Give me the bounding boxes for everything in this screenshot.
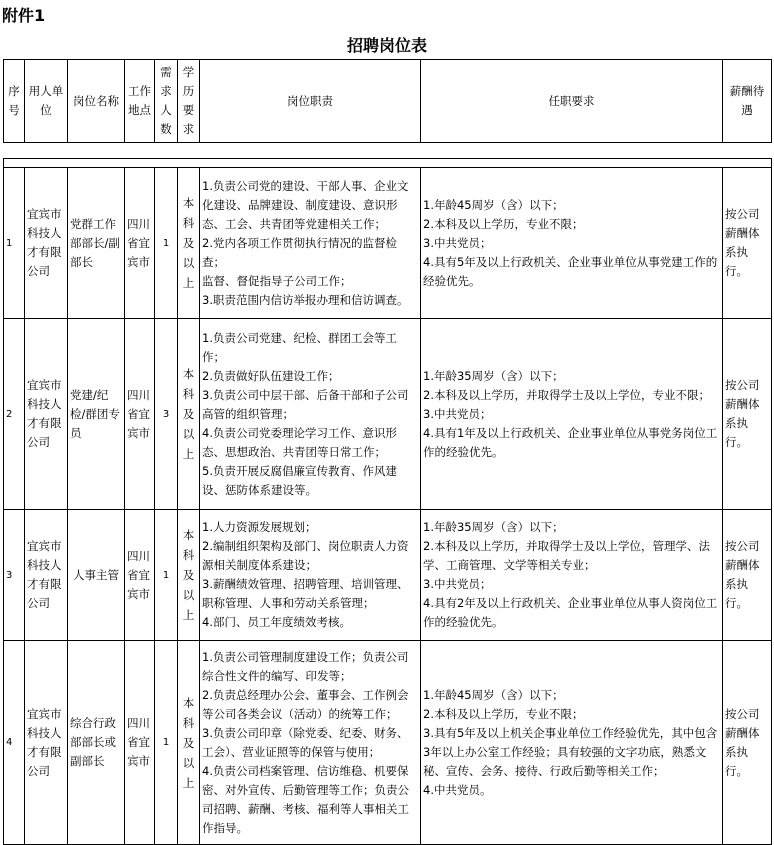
row-salary: 按公司薪酬体系执行。 bbox=[723, 641, 772, 845]
row-education: 本科及以上 bbox=[178, 168, 200, 319]
requirement-item: 1.年龄45周岁（含）以下； bbox=[423, 687, 564, 702]
duty-item: 3.薪酬绩效管理、招聘管理、培训管理、职称管理、人事和劳动关系管理； bbox=[202, 577, 409, 610]
duty-item: 4.负责公司档案管理、信访维稳、机要保密、对外宣传、后勤管理等工作；负责公司招聘、薪酬、考核、福利等人事相关工作指导。 bbox=[202, 763, 409, 835]
row-no: 1 bbox=[4, 168, 25, 319]
requirement-item: 1.年龄35周岁（含）以下； bbox=[423, 520, 564, 534]
row-no: 3 bbox=[4, 510, 25, 641]
requirement-item: 2.本科及以上学历，专业不限； bbox=[423, 706, 584, 721]
header-no: 序号 bbox=[4, 60, 25, 143]
row-position: 党建/纪检/群团专员 bbox=[68, 319, 125, 510]
row-requirements bbox=[421, 641, 723, 845]
header-requirements: 任职要求 bbox=[421, 60, 723, 143]
row-unit: 宜宾市科技人才有限公司 bbox=[25, 510, 68, 641]
requirement-item: 4.具有2年及以上行政机关、企业事业单位从事人资岗位工作的经验优先。 bbox=[423, 596, 718, 629]
duty-item: 3.负责公司中层干部、后备干部和子公司高管的组织管理； bbox=[202, 387, 409, 421]
requirement-item: 4.具有1年及以上行政机关、企业事业单位从事党务岗位工作的经验优先。 bbox=[423, 425, 718, 459]
row-position: 人事主管 bbox=[68, 510, 125, 641]
duty-item: 4.部门、员工年度绩效考核。 bbox=[202, 615, 351, 629]
header-table bbox=[3, 59, 772, 143]
requirement-item: 3.具有5年及以上机关企事业单位工作经验优先，其中包含3年以上办公室工作经验；具有较强的文字功底，熟悉文秘、宣传、会务、接待、行政后勤等相关工作； bbox=[423, 725, 718, 778]
requirement-item: 1.年龄35周岁（含）以下； bbox=[423, 368, 564, 383]
page-title: 招聘岗位表 bbox=[346, 36, 427, 55]
duty-item: 1.负责公司党的建设、干部人事、企业文化建设、品牌建设、制度建设、意识形态、工会、共青团等党建相关工作； bbox=[202, 178, 409, 231]
requirement-item: 3.中共党员； bbox=[423, 577, 492, 591]
positions-table bbox=[3, 158, 772, 845]
header-location: 工作地点 bbox=[125, 60, 155, 143]
row-salary: 按公司薪酬体系执行。 bbox=[723, 510, 772, 641]
header-salary: 薪酬待遇 bbox=[723, 60, 772, 143]
duty-item: 监督、督促指导子公司工作； bbox=[202, 273, 352, 288]
row-position: 综合行政部部长或副部长 bbox=[68, 641, 125, 845]
duty-item: 1.负责公司党建、纪检、群团工会等工作； bbox=[202, 330, 397, 364]
row-no: 2 bbox=[4, 319, 25, 510]
row-count: 1 bbox=[155, 510, 178, 641]
row-count: 1 bbox=[155, 641, 178, 845]
duty-item: 3.负责公司印章（除党委、纪委、财务、工会）、营业证照等的保管与使用； bbox=[202, 725, 409, 759]
requirement-item: 2.本科及以上学历，并取得学士及以上学位，专业不限； bbox=[423, 387, 710, 402]
header-duties: 岗位职责 bbox=[200, 60, 421, 143]
header-count: 需求人数 bbox=[155, 60, 178, 143]
spacer-row bbox=[4, 159, 772, 168]
row-requirements bbox=[421, 510, 723, 641]
duty-item: 3.职责范围内信访举报办理和信访调查。 bbox=[202, 292, 409, 307]
row-count: 1 bbox=[155, 168, 178, 319]
header-position: 岗位名称 bbox=[68, 60, 125, 143]
row-duties bbox=[200, 510, 421, 641]
row-location: 四川省宜宾市 bbox=[125, 641, 155, 845]
row-education: 本科及以上 bbox=[178, 641, 200, 845]
row-duties bbox=[200, 641, 421, 845]
table-row bbox=[4, 319, 772, 510]
header-unit: 用人单位 bbox=[25, 60, 68, 143]
duty-item: 2.负责总经理办公会、董事会、工作例会等公司各类会议（活动）的统筹工作； bbox=[202, 687, 409, 721]
row-education: 本科及以上 bbox=[178, 319, 200, 510]
row-education: 本科及以上 bbox=[178, 510, 200, 641]
row-location: 四川省宜宾市 bbox=[125, 319, 155, 510]
row-unit: 宜宾市科技人才有限公司 bbox=[25, 319, 68, 510]
duty-item: 2.负责做好队伍建设工作； bbox=[202, 368, 340, 383]
duty-item: 2.党内各项工作贯彻执行情况的监督检查； bbox=[202, 235, 397, 269]
header-education: 学历要求 bbox=[178, 60, 200, 143]
duty-item: 2.编制组织架构及部门、岗位职责人力资源相关制度体系建设； bbox=[202, 539, 409, 572]
requirement-item: 2.本科及以上学历，专业不限； bbox=[423, 216, 584, 231]
row-requirements bbox=[421, 319, 723, 510]
row-duties bbox=[200, 168, 421, 319]
duty-item: 4.负责公司党委理论学习工作、意识形态、思想政治、共青团等日常工作； bbox=[202, 425, 397, 459]
duty-item: 1.人力资源发展规划； bbox=[202, 520, 317, 534]
duty-item: 1.负责公司管理制度建设工作；负责公司综合性文件的编写、印发等； bbox=[202, 649, 409, 683]
requirement-item: 2.本科及以上学历，并取得学士及以上学位，管理学、法学、工商管理、文学等相关专业； bbox=[423, 539, 710, 572]
table-row bbox=[4, 168, 772, 319]
row-location: 四川省宜宾市 bbox=[125, 510, 155, 641]
row-unit: 宜宾市科技人才有限公司 bbox=[25, 168, 68, 319]
requirement-item: 3.中共党员； bbox=[423, 235, 492, 250]
row-no: 4 bbox=[4, 641, 25, 845]
requirement-item: 3.中共党员； bbox=[423, 406, 492, 421]
row-count: 3 bbox=[155, 319, 178, 510]
duty-item: 5.负责开展反腐倡廉宣传教育、作风建设、惩防体系建设等。 bbox=[202, 463, 397, 497]
row-duties bbox=[200, 319, 421, 510]
table-row bbox=[4, 510, 772, 641]
table-row bbox=[4, 641, 772, 845]
row-salary: 按公司薪酬体系执行。 bbox=[723, 319, 772, 510]
requirement-item: 4.具有5年及以上行政机关、企业事业单位从事党建工作的经验优先。 bbox=[423, 254, 718, 288]
requirement-item: 1.年龄45周岁（含）以下； bbox=[423, 197, 564, 212]
row-position: 党群工作部部长/副部长 bbox=[68, 168, 125, 319]
attachment-label: 附件1 bbox=[2, 6, 46, 25]
row-location: 四川省宜宾市 bbox=[125, 168, 155, 319]
requirement-item: 4.中共党员。 bbox=[423, 782, 492, 797]
row-salary: 按公司薪酬体系执行。 bbox=[723, 168, 772, 319]
row-unit: 宜宾市科技人才有限公司 bbox=[25, 641, 68, 845]
row-requirements bbox=[421, 168, 723, 319]
